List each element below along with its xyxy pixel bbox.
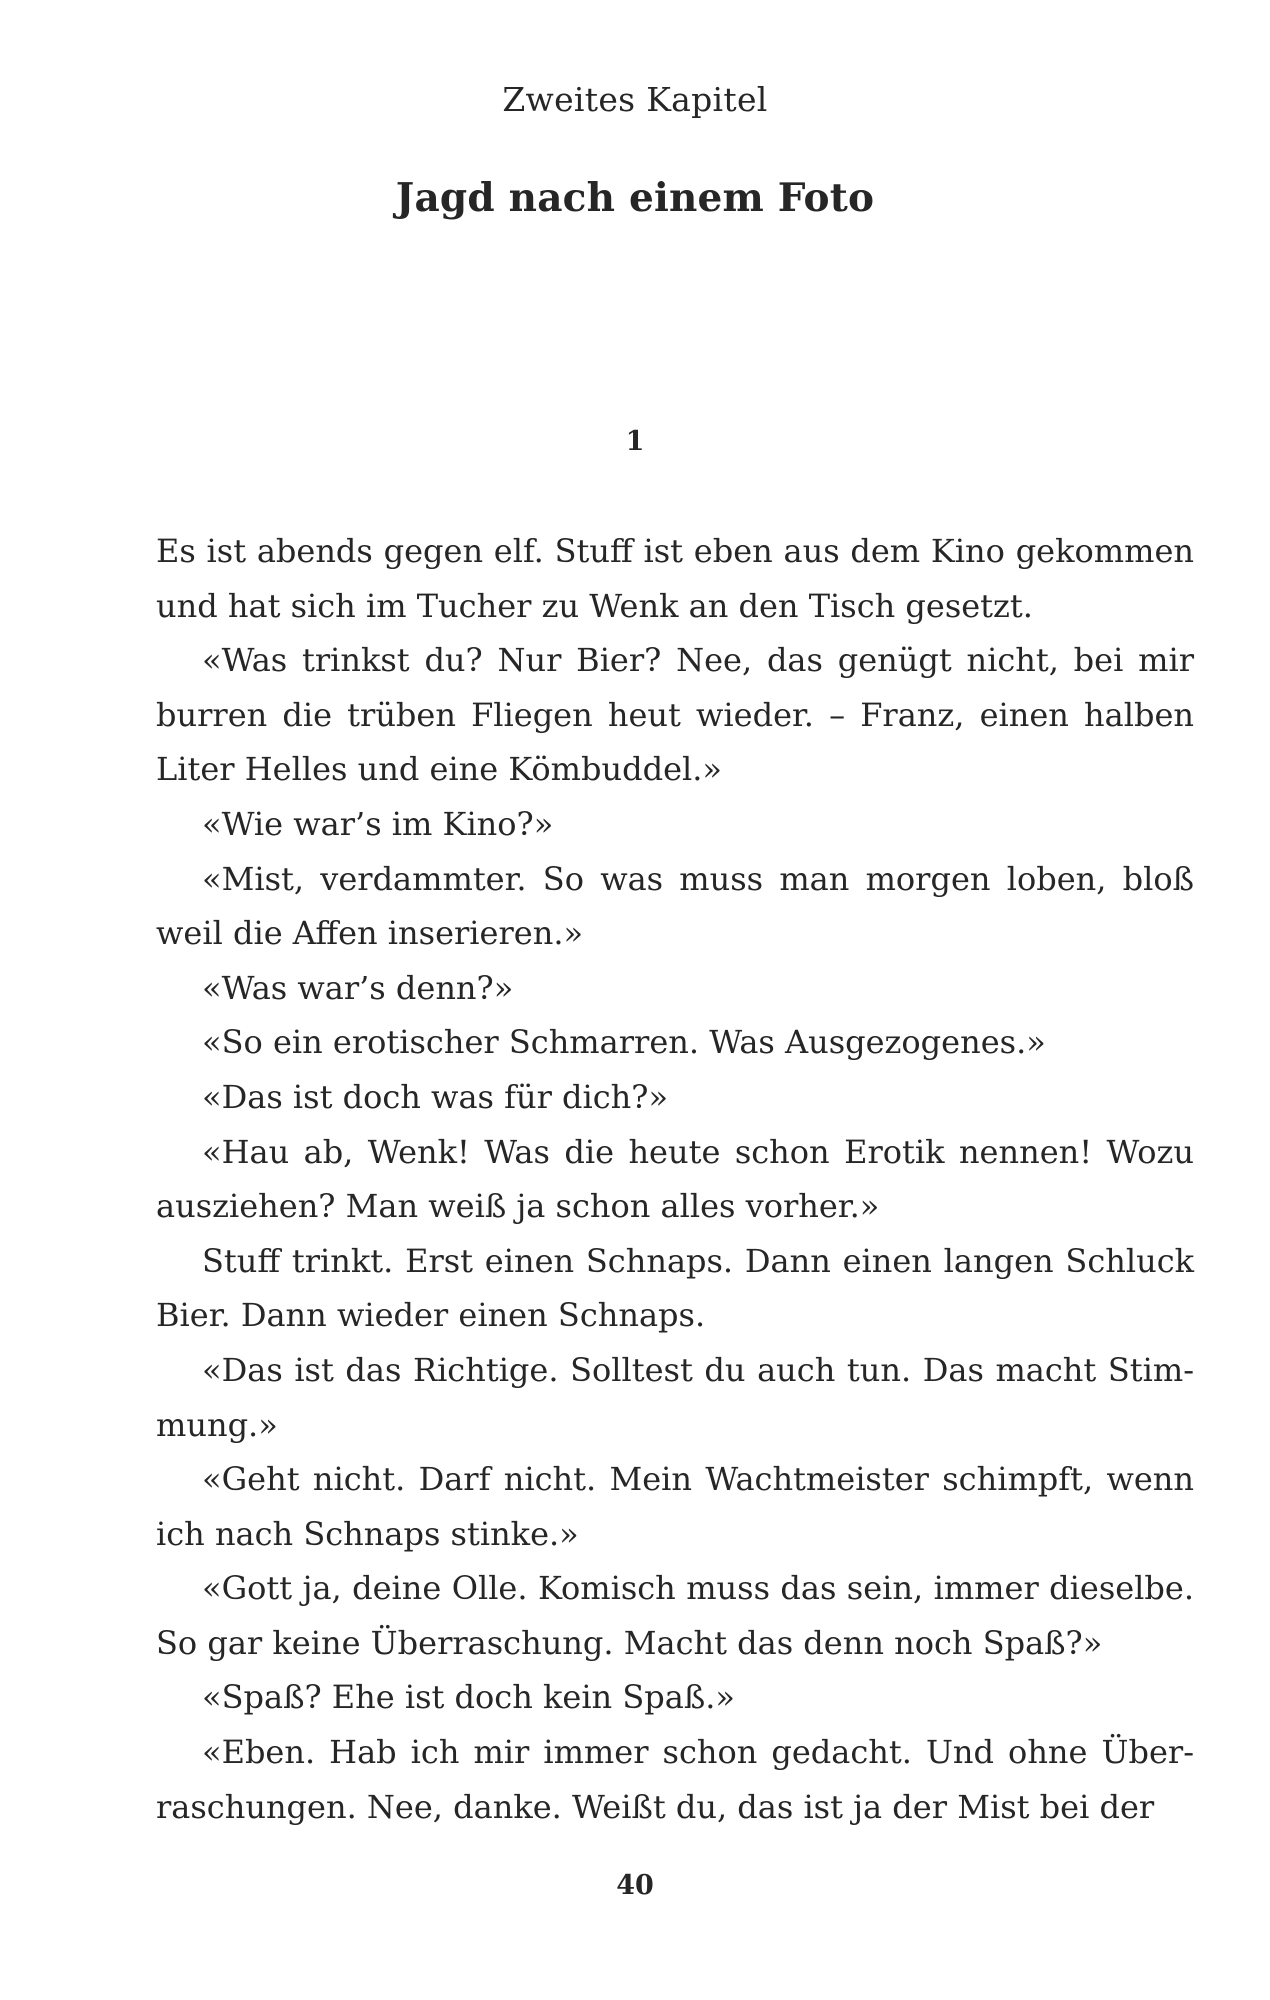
paragraph: «Das ist doch was für dich?»	[202, 1077, 669, 1116]
paragraph: «Gott ja, deine Olle. Komisch muss das sein, immer dieselbe. So gar keine Überraschung. Macht das denn noch Spaß?»	[156, 1569, 1194, 1662]
paragraph: «So ein erotischer Schmarren. Was Ausgezogenes.»	[202, 1023, 1046, 1062]
paragraph: Es ist abends gegen elf. Stuff ist eben aus dem Kino gekommen und hat sich im Tucher zu Wenk an den Tisch gesetzt.	[156, 532, 1194, 625]
paragraph: «Das ist das Richtige. Solltest du auch tun. Das macht Stimmung.»	[156, 1350, 1194, 1444]
paragraph: «Was war’s denn?»	[202, 968, 514, 1007]
paragraph: «Spaß? Ehe ist doch kein Spaß.»	[202, 1678, 735, 1717]
paragraph: «Wie war’s im Kino?»	[202, 804, 554, 843]
chapter-title: Jagd nach einem Foto	[395, 175, 875, 221]
paragraph: «Geht nicht. Darf nicht. Mein Wachtmeister schimpft, wenn ich nach Schnaps stinke.»	[156, 1460, 1194, 1553]
paragraph: «Mist, verdammter. So was muss man morgen loben, bloß weil die Affen inserieren.»	[156, 859, 1194, 953]
paragraph: Stuff trinkt. Erst einen Schnaps. Dann einen langen Schluck Bier. Dann wieder einen Schnaps.	[156, 1241, 1194, 1335]
section-number: 1	[625, 426, 645, 457]
paragraph: «Hau ab, Wenk! Was die heute schon Erotik nennen! Wozu ausziehen? Man weiß ja schon alles vorher.»	[156, 1132, 1194, 1226]
body-text	[156, 524, 1194, 1834]
paragraph: «Eben. Hab ich mir immer schon gedacht. Und ohne Überraschungen. Nee, danke. Weißt du, das ist ja der Mist bei der	[156, 1733, 1194, 1826]
page-number: 40	[616, 1870, 654, 1901]
chapter-label: Zweites Kapitel	[502, 80, 768, 119]
paragraph: «Was trinkst du? Nur Bier? Nee, das genügt nicht, bei mir burren die trüben Fliegen heut wieder. – Franz, einen halben Liter Helles und eine Kömbuddel.»	[156, 641, 1194, 789]
